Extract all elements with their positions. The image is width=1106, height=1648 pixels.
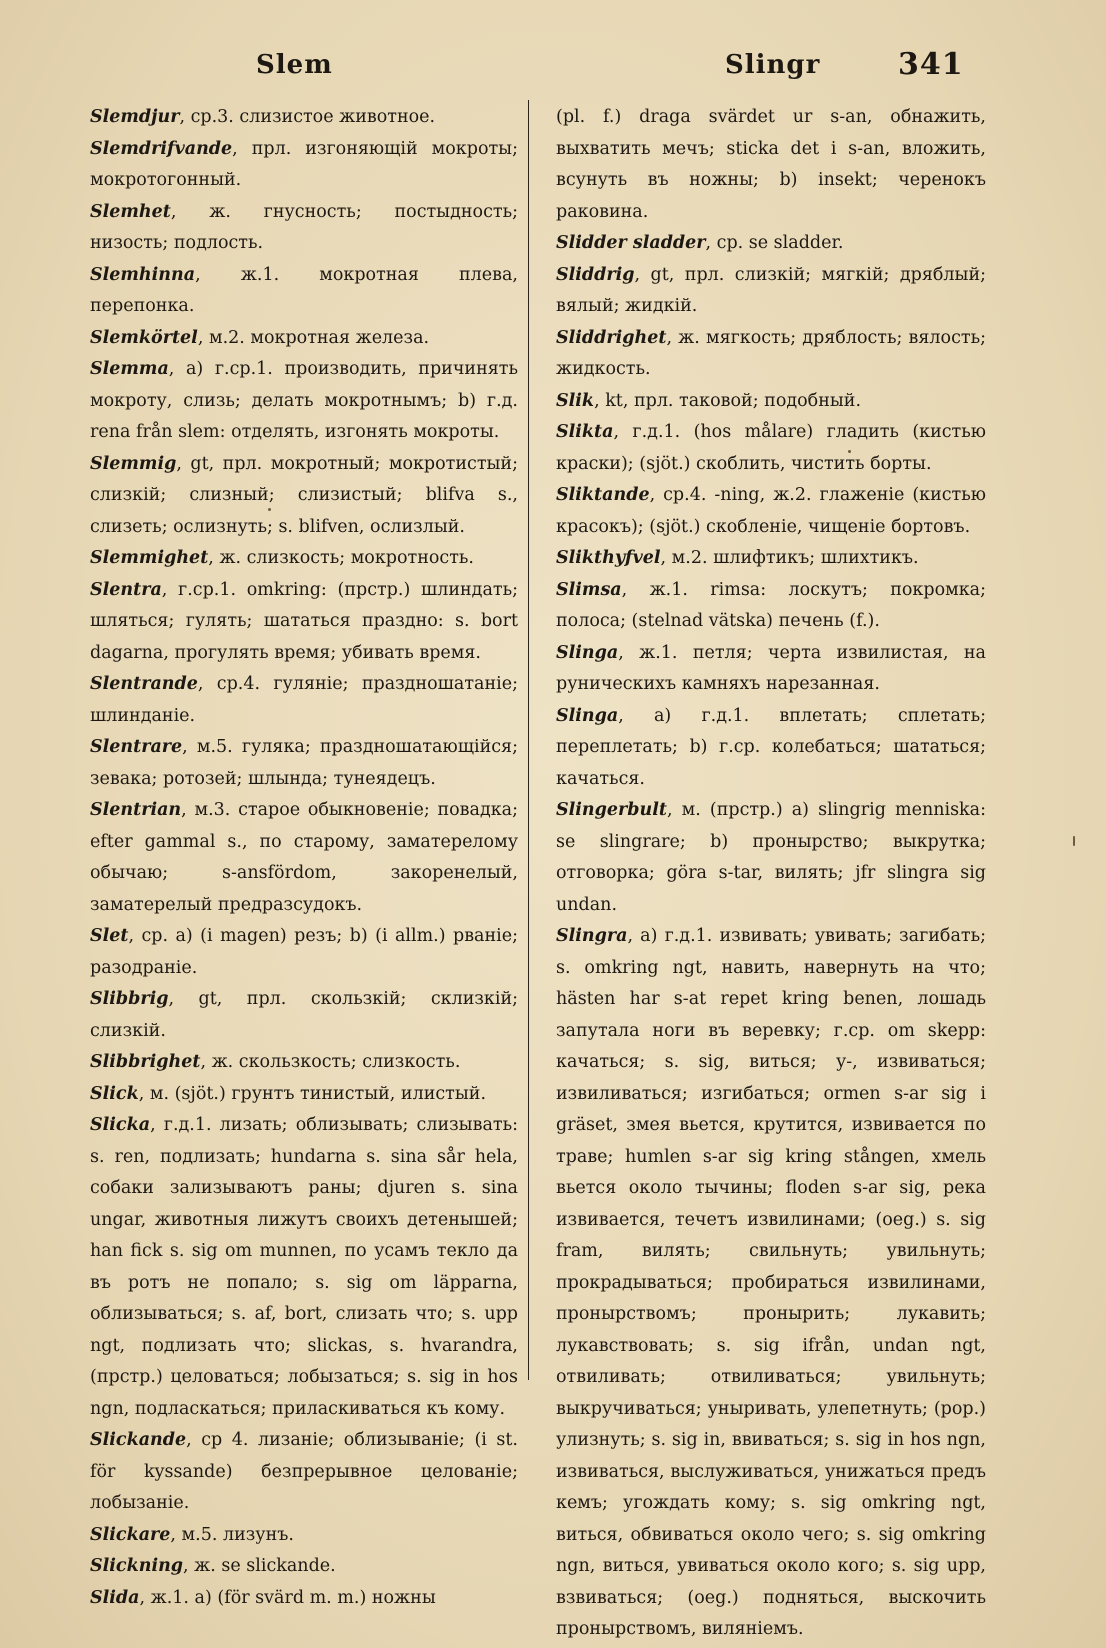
definition: , м.2. шлифтикъ; шлихтикъ. (660, 548, 919, 568)
headword: Slik (556, 390, 595, 411)
headword: Slemmig (90, 453, 177, 474)
headword: Slet (90, 926, 129, 946)
definition: , ж. гнусность; постыдность; низость; подлость. (90, 201, 518, 253)
headword: Slingra (556, 926, 628, 946)
paper-speck (1073, 836, 1075, 846)
definition: , ср. a) (i magen) резъ; b) (i allm.) рваніе; разодраніе. (90, 926, 518, 978)
dictionary-entry (556, 543, 986, 575)
definition: , ср.4. гуляніе; праздношатаніе; шлинданіе. (90, 674, 518, 726)
dictionary-entry (90, 795, 518, 921)
headword: Slibbrighet (90, 1052, 201, 1072)
definition: , м. (прстр.) a) slingrig menniska: se slingrare; b) пронырство; выкрутка; отговорка; göra s-tar, вилять; jfr slingra sig undan. (556, 800, 986, 915)
definition: , ж.1. a) (för svärd m. m.) ножны (139, 1587, 436, 1608)
headword: Slemhet (90, 201, 171, 222)
headword: Slemma (90, 359, 169, 379)
headword: Slentrande (90, 674, 198, 694)
dictionary-entry (556, 701, 986, 796)
headword: Slidder sladder (556, 233, 706, 253)
dictionary-entry (90, 449, 518, 544)
headword: Sliktande (556, 485, 650, 505)
definition: , ж. слизкость; мокротность. (208, 548, 474, 568)
definition: , ж. se slickande. (183, 1556, 336, 1576)
headword: Slentrian (90, 800, 182, 820)
headword: Slick (90, 1083, 139, 1104)
headword: Slemdrifvande (90, 138, 233, 159)
headword: Slemmighet (90, 548, 209, 568)
headword: Slickning (90, 1556, 184, 1576)
headword: Slimsa (556, 579, 622, 600)
headword: Slemkörtel (90, 327, 198, 348)
dictionary-entry (556, 575, 986, 638)
headword: Sliddrig (556, 264, 635, 285)
dictionary-entry (90, 1110, 518, 1425)
dictionary-entry (90, 134, 518, 197)
definition: , м. (sjöt.) грунтъ тинистый, илистый. (138, 1083, 487, 1104)
paper-speck (268, 508, 271, 511)
dictionary-entry (90, 197, 518, 260)
definition: , ср. se sladder. (705, 233, 844, 253)
definition: , ж.1. мокротная плева, перепонка. (90, 264, 518, 316)
headword: Slickande (90, 1430, 187, 1450)
headword: Slibbrig (90, 989, 169, 1009)
definition: , ж.1. rimsa: лоскутъ; покромка; полоса; (stelnad vätska) печень (f.). (556, 579, 986, 631)
headword: Slikthyfvel (556, 548, 661, 568)
definition: , ср.3. слизистое животное. (179, 107, 436, 127)
headword: Sliddrighet (556, 327, 667, 348)
headword: Slemdjur (90, 107, 180, 127)
definition: , м.5. гуляка; праздношатающійся; зевака; ротозей; шлында; тунеядецъ. (90, 737, 518, 789)
definition: , м.3. старое обыкновеніе; повадка; efter gammal s., по старому, заматерелому обычаю; s-ansfördom, закоренелый, заматерелый предразсудокъ. (90, 800, 518, 915)
dictionary-entry (90, 1425, 518, 1520)
dictionary-entry (556, 386, 986, 418)
headword: Slida (90, 1587, 140, 1608)
column-divider (528, 100, 529, 1380)
dictionary-entry (90, 543, 518, 575)
headword: Slentra (90, 579, 162, 600)
page-number: 341 (898, 47, 964, 82)
definition: , a) г.ср.1. производить, причинять мокроту, слизь; делать мокротнымъ; b) г.д. rena från slem: отделять, изгонять мокроты. (90, 359, 518, 442)
definition: (pl. f.) draga svärdet ur s-an, обнажить, выхватить мечъ; sticka det i s-an, вложить, всунуть въ ножны; b) insekt; черенокъ раковина. (556, 107, 986, 222)
definition: , ср 4. лизаніе; облизываніе; (i st. för kyssande) безпрерывное целованіе; лобызаніе. (90, 1430, 518, 1513)
definition: , прл. изгоняющій мокроты; мокротогонный. (90, 138, 518, 190)
definition: , г.д.1. лизать; облизывать; слизывать: s. ren, подлизать; hundarna s. sina sår hela, собаки зализываютъ раны; djuren s. sina ungar, животныя лижутъ своихъ детенышей; han fick s. sig om munnen, по усамъ текло да въ ротъ не попало; s. sig om läpparna, облизываться; s. af, bort, слизать что; s. upp ngt, подлизать что; slickas, s. hvarandra, (прстр.) целоваться; лобызаться; s. sig in hos ngn, подласкаться; приласкиваться къ кому. (90, 1115, 518, 1419)
dictionary-entry (90, 984, 518, 1047)
headword: Slikta (556, 422, 614, 442)
dictionary-entry (90, 260, 518, 323)
right-column (556, 102, 986, 1646)
dictionary-entry (556, 323, 986, 386)
dictionary-entry (90, 1551, 518, 1583)
definition: , м.2. мокротная железа. (197, 327, 430, 348)
dictionary-entry (556, 102, 986, 228)
definition: , gt, прл. мокротный; мокротистый; слизкій; слизный; слизистый; blifva s., слизеть; ослизнуть; s. blifven, ослизлый. (90, 453, 518, 537)
dictionary-entry (556, 638, 986, 701)
dictionary-entry (90, 102, 518, 134)
dictionary-entry (90, 732, 518, 795)
definition: , gt, прл. скользкій; склизкій; слизкій. (90, 989, 518, 1041)
definition: , a) г.д.1. вплетать; сплетать; переплетать; b) г.ср. колебаться; шататься; качаться. (556, 705, 986, 789)
headword: Slinga (556, 642, 619, 663)
headword: Slentrare (90, 737, 183, 757)
definition: , ж. скользкость; слизкость. (200, 1052, 461, 1072)
headword: Slicka (90, 1115, 151, 1135)
dictionary-entry (90, 921, 518, 984)
dictionary-entry (90, 1079, 518, 1111)
definition: , м.5. лизунъ. (170, 1524, 294, 1545)
definition: , a) г.д.1. извивать; увивать; загибать; s. omkring ngt, навить, навернуть на что; hästen har s-at repet kring benen, лошадь запутала ноги въ веревку; г.ср. om skepp: качаться; s. sig, виться; у-, извиваться; извиливаться; изгибаться; ormen s-ar sig i gräset, змея вьется, крутится, извивается по траве; humlen s-ar sig kring stången, хмель вьется около тычины; floden s-ar sig, река извивается, течетъ извилинами; (oeg.) s. sig fram, вилять; свильнуть; увильнуть; прокрадываться; пробираться извилинами, пронырствомъ; пронырить; лукавить; лукавствовать; s. sig ifrån, undan ngt, отвиливать; отвиливаться; увильнуть; выкручиваться; уныривать, улепетнуть; (pop.) улизнуть; s. sig in, ввиваться; s. sig in hos ngn, извиваться, выслуживаться, унижаться предъ кемъ; угождать кому; s. sig omkring ngt, виться, обвиваться около чего; s. sig omkring ngn, виться, увиваться около кого; s. sig upp, взвиваться; (oeg.) подняться, выскочить пронырствомъ, виляніемъ. (556, 926, 986, 1639)
headword: Slickare (90, 1524, 171, 1545)
left-column (90, 102, 518, 1614)
definition: , gt, прл. слизкій; мягкій; дряблый; вялый; жидкій. (556, 264, 986, 316)
headword: Slinga (556, 705, 619, 726)
dictionary-entry (90, 669, 518, 732)
dictionary-entry (90, 1047, 518, 1079)
paper-speck (848, 450, 851, 453)
definition: , kt, прл. таковой; подобный. (594, 390, 862, 411)
running-head-right: Slingr (725, 50, 821, 80)
running-head-left: Slem (256, 50, 333, 80)
definition: , ж.1. петля; черта извилистая, на руническихъ камняхъ нарезанная. (556, 642, 986, 694)
dictionary-entry (556, 921, 986, 1646)
dictionary-entry (90, 323, 518, 355)
definition: , г.д.1. (hos målare) гладить (кистью краски); (sjöt.) скоблить, чистить борты. (556, 422, 986, 474)
dictionary-entry (556, 417, 986, 480)
dictionary-entry (556, 260, 986, 323)
dictionary-entry (90, 1520, 518, 1552)
dictionary-entry (556, 228, 986, 260)
dictionary-entry (556, 480, 986, 543)
dictionary-entry (556, 795, 986, 921)
definition: , г.ср.1. omkring: (прстр.) шлиндать; шляться; гулять; шататься праздно: s. bort dagarna, прогулять время; убивать время. (90, 579, 518, 663)
headword: Slemhinna (90, 264, 196, 285)
dictionary-entry (90, 354, 518, 449)
headword: Slingerbult (556, 800, 667, 820)
dictionary-entry (90, 575, 518, 670)
definition: , ж. мягкость; дряблость; вялость; жидкость. (556, 327, 986, 379)
dictionary-entry (90, 1583, 518, 1615)
definition: , ср.4. -ning, ж.2. глаженіе (кистью красокъ); (sjöt.) скобленіе, чищеніе бортовъ. (556, 485, 986, 537)
